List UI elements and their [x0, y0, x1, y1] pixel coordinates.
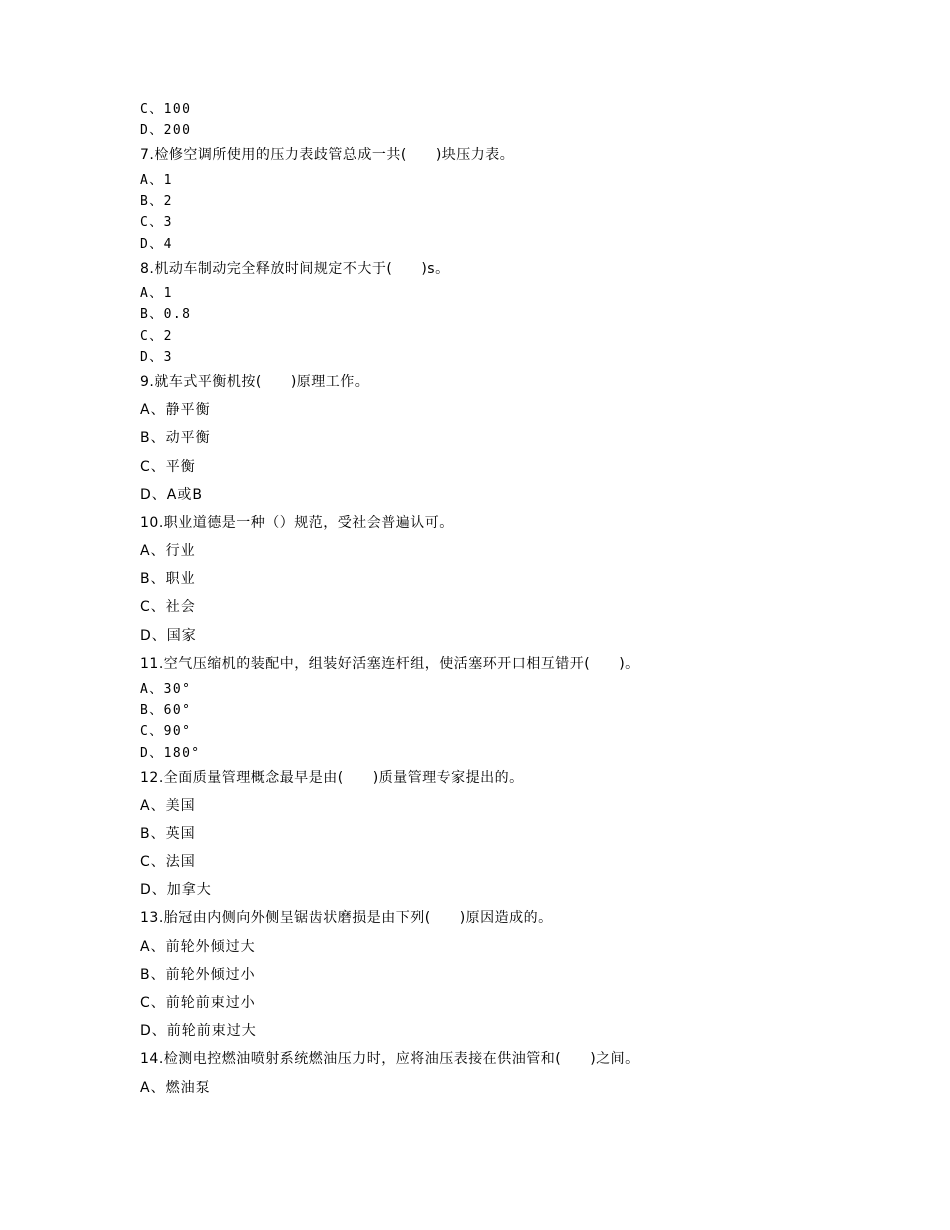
option-b-q9: B、动平衡	[140, 430, 211, 446]
question-13: 13.胎冠由内侧向外侧呈锯齿状磨损是由下列( )原因造成的。	[140, 910, 553, 926]
option-a-q11: A、30°	[140, 682, 192, 697]
option-d-q11: D、180°	[140, 746, 201, 761]
option-a-q8: A、1	[140, 286, 173, 301]
question-10: 10.职业道德是一种（）规范，受社会普遍认可。	[140, 515, 454, 531]
option-c-q8: C、2	[140, 329, 173, 344]
option-b-q7: B、2	[140, 194, 173, 209]
option-d-q10: D、国家	[140, 628, 197, 644]
question-8: 8.机动车制动完全释放时间规定不大于( )s。	[140, 261, 450, 277]
option-b-q12: B、英国	[140, 826, 196, 842]
option-d-q13: D、前轮前束过大	[140, 1023, 257, 1039]
option-d-q6: D、200	[140, 123, 192, 138]
question-12: 12.全面质量管理概念最早是由( )质量管理专家提出的。	[140, 770, 524, 786]
option-b-q13: B、前轮外倾过小	[140, 967, 256, 983]
option-d-q7: D、4	[140, 237, 173, 252]
option-c-q6: C、100	[140, 102, 192, 117]
question-7: 7.检修空调所使用的压力表歧管总成一共( )块压力表。	[140, 147, 515, 163]
option-d-q8: D、3	[140, 350, 173, 365]
option-a-q14: A、燃油泵	[140, 1080, 211, 1096]
option-a-q13: A、前轮外倾过大	[140, 939, 256, 955]
option-c-q9: C、平衡	[140, 459, 196, 475]
option-c-q13: C、前轮前束过小	[140, 995, 256, 1011]
option-d-q12: D、加拿大	[140, 882, 212, 898]
option-b-q8: B、0.8	[140, 307, 192, 322]
option-a-q12: A、美国	[140, 798, 196, 814]
question-14: 14.检测电控燃油喷射系统燃油压力时，应将油压表接在供油管和( )之间。	[140, 1051, 640, 1067]
option-c-q11: C、90°	[140, 724, 192, 739]
option-a-q10: A、行业	[140, 543, 196, 559]
option-a-q9: A、静平衡	[140, 402, 211, 418]
question-11: 11.空气压缩机的装配中，组装好活塞连杆组，使活塞环开口相互错开( )。	[140, 656, 640, 672]
option-b-q10: B、职业	[140, 571, 196, 587]
option-c-q10: C、社会	[140, 599, 196, 615]
question-9: 9.就车式平衡机按( )原理工作。	[140, 374, 370, 390]
option-a-q7: A、1	[140, 173, 173, 188]
option-b-q11: B、60°	[140, 703, 192, 718]
option-d-q9: D、A或B	[140, 487, 203, 503]
option-c-q7: C、3	[140, 215, 173, 230]
option-c-q12: C、法国	[140, 854, 196, 870]
